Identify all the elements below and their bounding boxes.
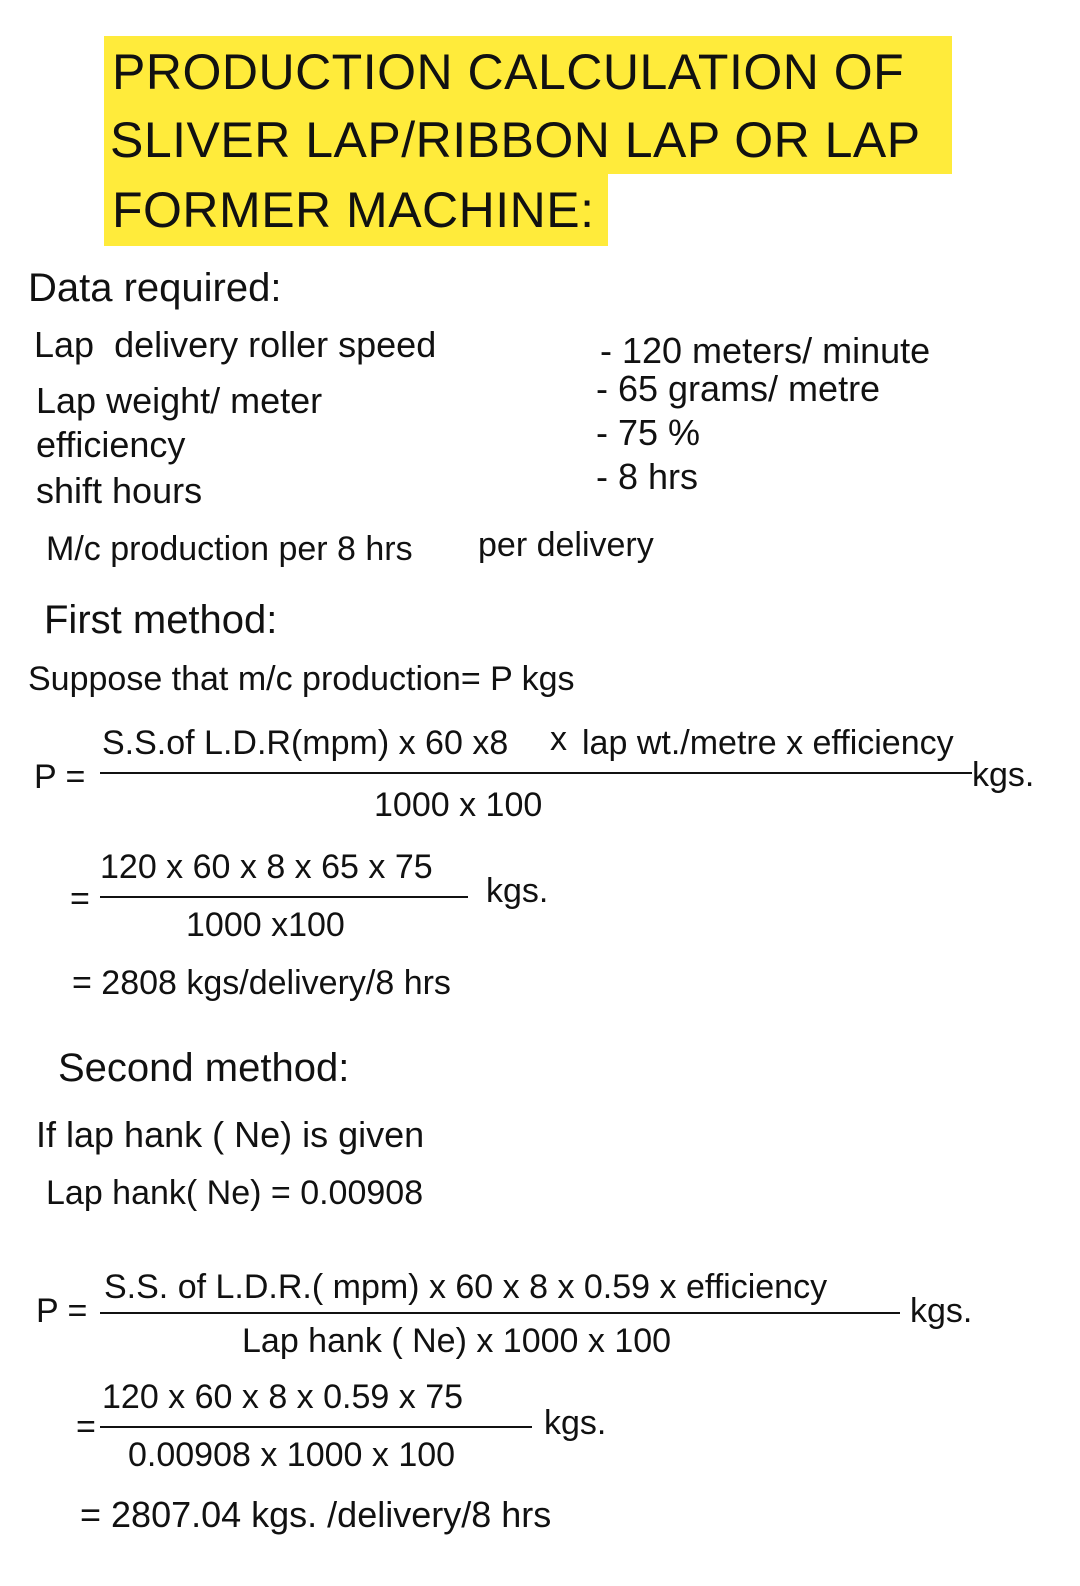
- first-substitution-fraction-bar: [100, 896, 468, 898]
- title-line-1: PRODUCTION CALCULATION OF: [112, 44, 905, 100]
- first-method-intro: Suppose that m/c production= P kgs: [28, 660, 575, 698]
- second-method-given: Lap hank( Ne) = 0.00908: [46, 1174, 424, 1212]
- value-lap-weight: - 65 grams/ metre: [596, 368, 881, 409]
- value-efficiency: - 75 %: [596, 412, 701, 453]
- first-substitution-denominator: 1000 x100: [186, 906, 345, 944]
- second-substitution-fraction-bar: [100, 1426, 532, 1428]
- second-formula-fraction-bar: [100, 1312, 900, 1314]
- second-substitution-denominator: 0.00908 x 1000 x 100: [128, 1436, 456, 1474]
- second-formula-lhs: P =: [36, 1292, 88, 1330]
- second-method-result: = 2807.04 kgs. /delivery/8 hrs: [80, 1494, 552, 1535]
- first-formula-lhs: P =: [34, 758, 86, 796]
- first-formula-fraction-bar: [100, 772, 972, 774]
- second-substitution-numerator: 120 x 60 x 8 x 0.59 x 75: [102, 1378, 464, 1416]
- first-formula-numerator-a: S.S.of L.D.R(mpm) x 60 x8: [102, 724, 509, 762]
- second-method-condition: If lap hank ( Ne) is given: [36, 1114, 425, 1155]
- value-roller-speed: - 120 meters/ minute: [600, 330, 931, 371]
- goal-text-2: per delivery: [478, 526, 654, 564]
- value-shift-hours: - 8 hrs: [596, 456, 699, 497]
- title-line-3: FORMER MACHINE:: [112, 182, 595, 238]
- second-formula-denominator: Lap hank ( Ne) x 1000 x 100: [242, 1322, 672, 1360]
- second-substitution-eq: =: [76, 1408, 96, 1446]
- first-substitution-numerator: 120 x 60 x 8 x 65 x 75: [100, 848, 433, 886]
- goal-text-1: M/c production per 8 hrs: [46, 530, 413, 568]
- second-formula-unit: kgs.: [910, 1292, 973, 1330]
- first-method-heading: First method:: [44, 598, 278, 642]
- first-formula-denominator: 1000 x 100: [374, 786, 543, 824]
- label-shift-hours: shift hours: [36, 470, 203, 511]
- first-method-result: = 2808 kgs/delivery/8 hrs: [72, 964, 451, 1002]
- title-line-2: SLIVER LAP/RIBBON LAP OR LAP: [110, 112, 921, 168]
- second-substitution-unit: kgs.: [544, 1404, 607, 1442]
- first-formula-numerator-x: x: [550, 720, 567, 758]
- label-roller-speed: Lap delivery roller speed: [34, 324, 437, 365]
- data-required-heading: Data required:: [28, 266, 282, 310]
- first-substitution-unit: kgs.: [486, 872, 549, 910]
- label-efficiency: efficiency: [36, 424, 186, 465]
- second-formula-numerator: S.S. of L.D.R.( mpm) x 60 x 8 x 0.59 x efficiency: [104, 1268, 828, 1306]
- label-lap-weight: Lap weight/ meter: [36, 380, 323, 421]
- second-method-heading: Second method:: [58, 1046, 350, 1090]
- first-formula-numerator-b: lap wt./metre x efficiency: [582, 724, 954, 762]
- first-formula-unit: kgs.: [972, 756, 1035, 794]
- first-substitution-eq: =: [70, 880, 90, 918]
